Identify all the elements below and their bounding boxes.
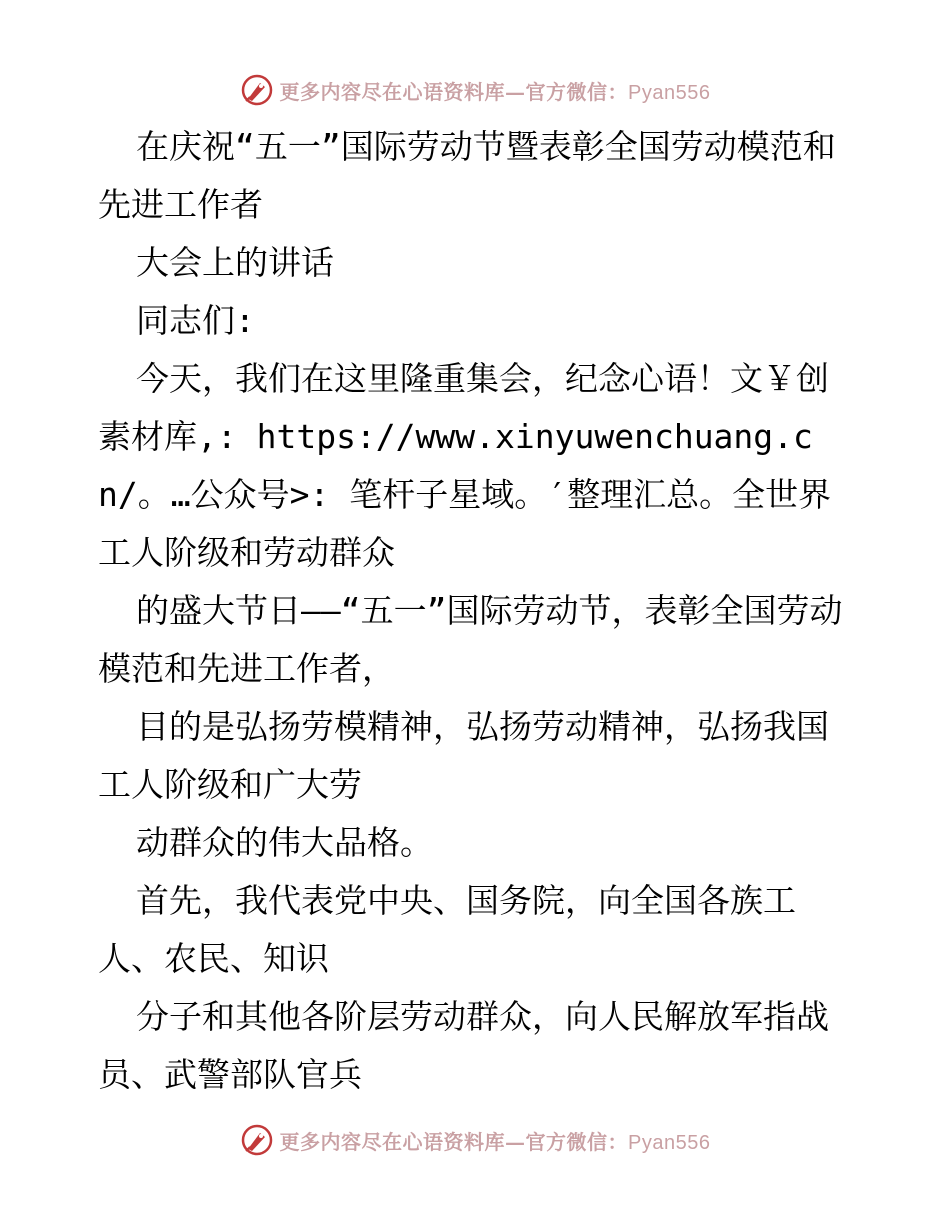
paragraph-salutation: 同志们: (136, 301, 255, 340)
paragraph-title: 在庆祝“五一”国际劳动节暨表彰全国劳动模范和先进工作者 (98, 127, 836, 224)
watermark-id: Pyan556 (628, 1131, 711, 1154)
watermark-id: Pyan556 (628, 81, 711, 104)
paragraph-text: 的盛大节日——“五一”国际劳动节，表彰全国劳动模范和先进工作者， (98, 591, 843, 688)
paragraph-text: 首先，我代表党中央、国务院，向全国各族工人、农民、知识 (98, 881, 796, 978)
paragraph-text: 目的是弘扬劳模精神，弘扬劳动精神，弘扬我国工人阶级和广大劳 (98, 707, 829, 804)
pen-nib-circle-icon (240, 73, 274, 107)
footer-watermark (0, 1120, 950, 1160)
paragraph-text: 今天，我们在这里隆重集会，纪念心语！文￥创素材库,: https://www.xinyuwenchuang.cn/。…公众号>: 笔杆子星域。′整理汇总。全世界工人阶级和劳动群众 (98, 359, 832, 572)
watermark-text: 更多内容尽在心语资料库—官方微信：Pyan556 (279, 1129, 711, 1154)
pen-nib-circle-icon (240, 1123, 274, 1157)
paragraph-text: 分子和其他各阶层劳动群众，向人民解放军指战员、武警部队官兵 (98, 997, 829, 1094)
header-watermark (0, 70, 950, 110)
watermark-text: 更多内容尽在心语资料库—官方微信：Pyan556 (279, 79, 711, 104)
paragraph-subtitle: 大会上的讲话 (136, 243, 334, 282)
document-body (98, 118, 858, 1104)
paragraph-text: 动群众的伟大品格。 (136, 823, 433, 862)
